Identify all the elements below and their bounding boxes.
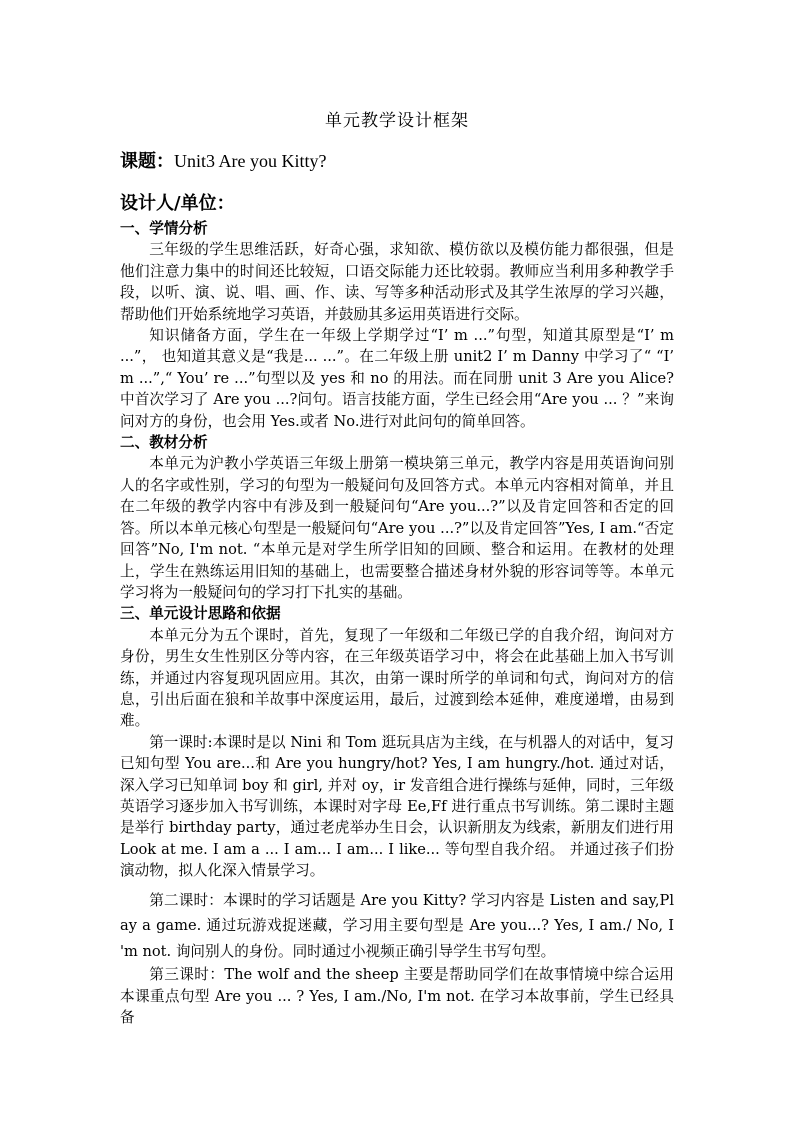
paragraph: 第三课时：The wolf and the sheep 主要是帮助同学们在故事情境中综合运用本课重点句型 Are you ... ? Yes, I am./No, I'm not. 在学习本故事前，学生已经具备 (120, 966, 674, 1026)
section-heading-learner-analysis: 一、学情分析 (120, 220, 208, 237)
section-heading-design-rationale: 三、单元设计思路和依据 (120, 605, 281, 623)
paragraph: 三年级的学生思维活跃，好奇心强，求知欲、模仿欲以及模仿能力都很强，但是他们注意力集中的时间还比较短，口语交际能力还比较弱。教师应当利用多种教学手段，以听、演、说、唱、画、作、读、写等多种活动形式及其学生浓厚的学习兴趣，帮助他们开始系统地学习英语，并鼓励其多运用英语进行交际。 (120, 241, 674, 323)
paragraph: 本单元分为五个课时，首先，复现了一年级和二年级已学的自我介绍，询问对方身份，男生女生性别区分等内容，在三年级英语学习中，将会在此基础上加入书写训练，并通过内容复现巩固应用。其次，由第一课时所学的单词和句式，询问对方的信息，引出后面在狼和羊故事中深度运用，最后，过渡到绘本延伸，难度递增，由易到难。 (120, 626, 674, 730)
section-heading-textbook-analysis: 二、教材分析 (120, 434, 208, 452)
paragraph: 本单元为沪教小学英语三年级上册第一模块第三单元，教学内容是用英语询问别人的名字或性别，学习的句型为一般疑问句及回答方式。本单元内容相对简单，并且在二年级的教学内容中有涉及到一般疑问句“Are you...?”以及肯定回答和否定的回答。所以本单元核心句型是一般疑问句“Are you ...?”以及肯定回答”Yes, I am.“否定回答”No, I'm not. “本单元是对学生所学旧知的回顾、整合和运用。在教材的处理上，学生在熟练运用旧知的基础上，也需要整合描述身材外貌的形容词等等。本单元学习将为一般疑问句的学习打下扎实的基础。 (120, 455, 674, 601)
course-value: Unit3 Are you Kitty? (174, 151, 327, 171)
paragraph: 第二课时：本课时的学习话题是 Are you Kitty? 学习内容是 Listen and say,Play a game. 通过玩游戏捉迷藏，学习用主要句型是 Are you...? Yes, I am./ No, I 'm not. 询问别人的身份。同时通过小视频正确引导学生书写句型。 (120, 891, 674, 960)
paragraph: 第一课时:本课时是以 Nini 和 Tom 逛玩具店为主线，在与机器人的对话中，复习已知句型 You are...和 Are you hungry/hot? Yes, I am hungry./hot. 通过对话，深入学习已知单词 boy 和 girl, 并对 oy，ir 发音组合进行操练与延伸，同时，三年级英语学习逐步加入书写训练，本课时对字母 Ee,Ff 进行重点书写训练。第二课时主题是举行 birthday party，通过老虎举办生日会，认识新朋友为线索，新朋友们进行用 Look at me. I am a ... I am... I am... I like... 等句型自我介绍。 并通过孩子们扮演动物，拟人化深入情景学习。 (120, 733, 674, 880)
course-line (120, 147, 326, 173)
document-body (120, 218, 674, 1028)
document-title: 单元教学设计框架 (325, 111, 469, 131)
course-label: 课题： (120, 151, 174, 172)
paragraph: 知识储备方面，学生在一年级上学期学过“I’ m ...”句型，知道其原型是“I’ m ...”， 也知道其意义是“我是... ...”。在二年级上册 unit2 I’ m Danny 中学习了“ “I’ m ...”,“ You’ re ...”句型以及 yes 和 no 的用法。而在同册 unit 3 Are you Alice? 中首次学习了 Are you ...?问句。语言技能方面，学生已经会用“Are you ... ？”来询问对方的身份，也会用 Yes.或者 No.进行对此问句的简单回答。 (120, 327, 674, 430)
designer-line: 设计人/单位： (120, 193, 235, 214)
